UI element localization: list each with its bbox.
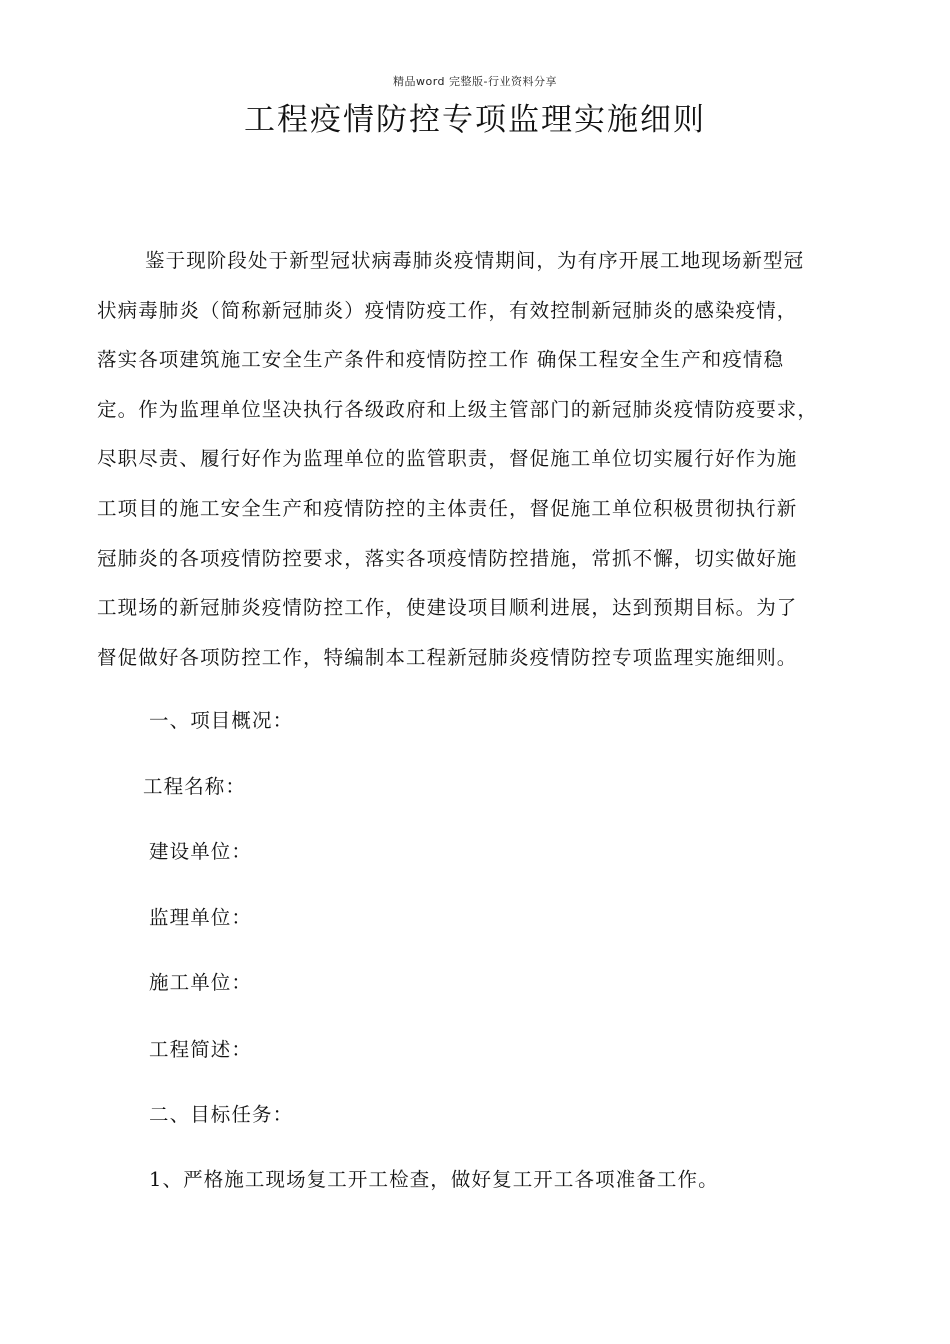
intro-line: 状病毒肺炎（简称新冠肺炎）疫情防疫工作，有效控制新冠肺炎的感染疫情， [97, 298, 798, 322]
project-name-label: 工程名称： [143, 775, 247, 798]
project-summary-label: 工程简述： [149, 1038, 253, 1061]
task-item-1: 1、严格施工现场复工开工检查，做好复工开工各项准备工作。 [149, 1168, 719, 1191]
section-1-heading: 一、项目概况： [149, 709, 294, 732]
intro-line: 尽职尽责、履行好作为监理单位的监管职责，督促施工单位切实履行好作为施 [97, 447, 798, 471]
intro-line: 工项目的施工安全生产和疫情防控的主体责任，督促施工单位积极贯彻执行新 [97, 496, 798, 520]
contractor-label: 施工单位： [149, 971, 253, 994]
owner-label: 建设单位： [149, 840, 253, 863]
supervisor-label: 监理单位： [149, 906, 253, 929]
document-title: 工程疫情防控专项监理实施细则 [244, 102, 706, 138]
intro-line: 督促做好各项防控工作，特编制本工程新冠肺炎疫情防控专项监理实施细则。 [97, 645, 798, 669]
intro-line: 鉴于现阶段处于新型冠状病毒肺炎疫情期间，为有序开展工地现场新型冠 [145, 249, 805, 272]
intro-line: 落实各项建筑施工安全生产条件和疫情防控工作 确保工程安全生产和疫情稳 [97, 348, 785, 372]
intro-line: 冠肺炎的各项疫情防控要求，落实各项疫情防控措施，常抓不懈，切实做好施 [97, 546, 798, 570]
intro-line: 定。作为监理单位坚决执行各级政府和上级主管部门的新冠肺炎疫情防疫要求， [97, 397, 819, 421]
header-note: 精品word 完整版-行业资料分享 [392, 75, 557, 88]
intro-line: 工现场的新冠肺炎疫情防控工作，使建设项目顺利进展，达到预期目标。为了 [97, 596, 798, 620]
intro-paragraph [97, 236, 857, 682]
section-2-heading: 二、目标任务： [149, 1103, 294, 1126]
